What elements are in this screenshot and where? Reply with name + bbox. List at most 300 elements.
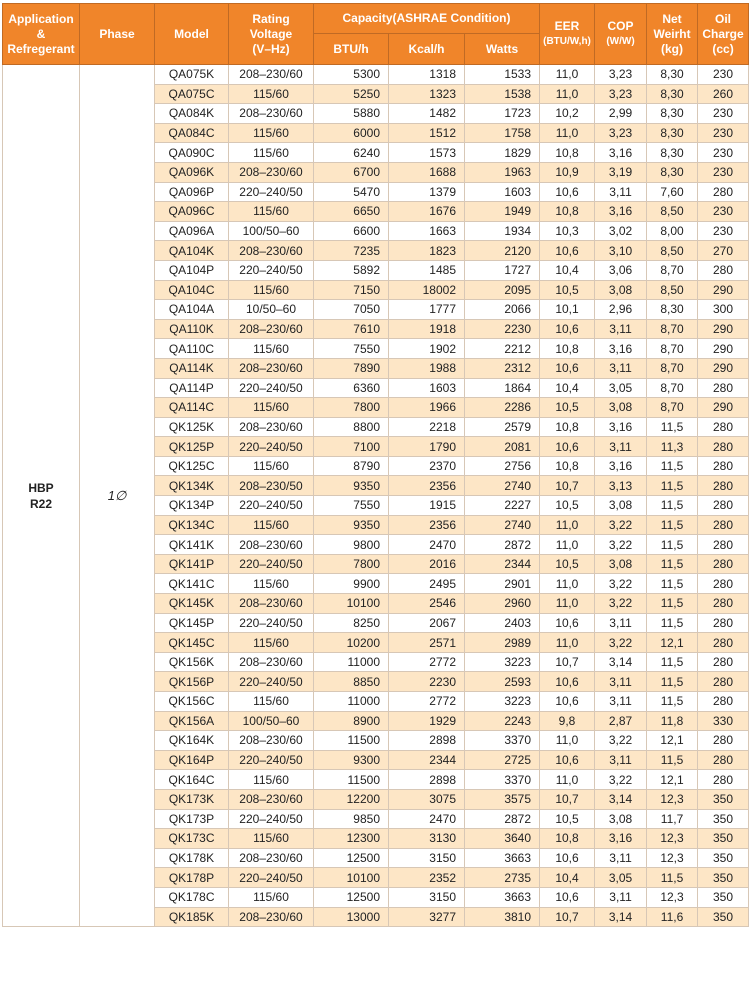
cell-eer: 10,8 [540, 143, 595, 163]
header-capacity: Capacity(ASHRAE Condition) [314, 4, 540, 34]
cell-eer: 10,5 [540, 554, 595, 574]
cell-eer: 10,6 [540, 182, 595, 202]
cell-cop: 2,99 [595, 104, 647, 124]
cell-cop: 3,10 [595, 241, 647, 261]
cell-oil-charge: 350 [698, 829, 749, 849]
cell-oil-charge: 280 [698, 692, 749, 712]
cell-rating-voltage: 208–230/60 [229, 319, 314, 339]
table-row [3, 65, 749, 85]
cell-eer: 11,0 [540, 535, 595, 555]
cell-cop: 3,08 [595, 398, 647, 418]
cell-watts: 2344 [465, 554, 540, 574]
cell-eer: 10,8 [540, 829, 595, 849]
cell-net-weight: 11,5 [647, 515, 698, 535]
cell-model: QK178C [155, 887, 229, 907]
cell-cop: 3,16 [595, 456, 647, 476]
cell-cop: 3,22 [595, 594, 647, 614]
cell-net-weight: 11,5 [647, 574, 698, 594]
cell-cop: 3,14 [595, 789, 647, 809]
cell-btu: 10100 [314, 594, 389, 614]
cell-kcal: 1663 [389, 221, 465, 241]
cell-btu: 10200 [314, 633, 389, 653]
cell-watts: 1723 [465, 104, 540, 124]
phase-cell: 1∅ [80, 65, 155, 927]
cell-kcal: 2344 [389, 750, 465, 770]
cell-cop: 3,16 [595, 339, 647, 359]
cell-eer: 10,2 [540, 104, 595, 124]
cell-oil-charge: 300 [698, 300, 749, 320]
cell-kcal: 18002 [389, 280, 465, 300]
cell-cop: 3,16 [595, 143, 647, 163]
cell-oil-charge: 280 [698, 437, 749, 457]
cell-eer: 10,6 [540, 692, 595, 712]
cell-btu: 6000 [314, 123, 389, 143]
cell-btu: 9800 [314, 535, 389, 555]
cell-kcal: 1482 [389, 104, 465, 124]
cell-btu: 8250 [314, 613, 389, 633]
cell-net-weight: 11,5 [647, 672, 698, 692]
cell-model: QA104K [155, 241, 229, 261]
cell-eer: 10,4 [540, 868, 595, 888]
cell-rating-voltage: 208–230/60 [229, 652, 314, 672]
cell-net-weight: 11,5 [647, 476, 698, 496]
cell-btu: 7800 [314, 554, 389, 574]
cell-kcal: 1688 [389, 162, 465, 182]
cell-rating-voltage: 115/60 [229, 515, 314, 535]
cell-oil-charge: 280 [698, 750, 749, 770]
cell-net-weight: 8,50 [647, 241, 698, 261]
cell-model: QA104P [155, 260, 229, 280]
cell-kcal: 1485 [389, 260, 465, 280]
cell-oil-charge: 280 [698, 574, 749, 594]
cell-watts: 3810 [465, 907, 540, 927]
cell-model: QA114K [155, 358, 229, 378]
cell-cop: 3,11 [595, 358, 647, 378]
cell-eer: 11,0 [540, 65, 595, 85]
cell-cop: 3,14 [595, 907, 647, 927]
cell-oil-charge: 280 [698, 535, 749, 555]
cell-cop: 3,22 [595, 535, 647, 555]
cell-watts: 2312 [465, 358, 540, 378]
cell-model: QK156P [155, 672, 229, 692]
cell-watts: 3663 [465, 887, 540, 907]
cell-eer: 10,7 [540, 476, 595, 496]
cell-eer: 10,5 [540, 809, 595, 829]
cell-watts: 1864 [465, 378, 540, 398]
cell-eer: 11,0 [540, 594, 595, 614]
cell-net-weight: 12,1 [647, 770, 698, 790]
cell-oil-charge: 350 [698, 848, 749, 868]
cell-kcal: 1676 [389, 202, 465, 222]
cell-kcal: 2230 [389, 672, 465, 692]
cell-eer: 10,8 [540, 202, 595, 222]
cell-cop: 3,22 [595, 574, 647, 594]
cell-eer: 10,9 [540, 162, 595, 182]
header-phase: Phase [80, 4, 155, 65]
cell-cop: 2,87 [595, 711, 647, 731]
cell-model: QK125C [155, 456, 229, 476]
cell-eer: 10,6 [540, 887, 595, 907]
cell-rating-voltage: 220–240/50 [229, 182, 314, 202]
cell-kcal: 2218 [389, 417, 465, 437]
cell-model: QA104C [155, 280, 229, 300]
cell-cop: 3,08 [595, 809, 647, 829]
cell-rating-voltage: 115/60 [229, 84, 314, 104]
cell-cop: 3,11 [595, 319, 647, 339]
cell-cop: 3,22 [595, 633, 647, 653]
cell-net-weight: 12,3 [647, 829, 698, 849]
cell-kcal: 2470 [389, 535, 465, 555]
cell-model: QA084K [155, 104, 229, 124]
cell-rating-voltage: 115/60 [229, 280, 314, 300]
cell-cop: 3,16 [595, 829, 647, 849]
cell-eer: 10,7 [540, 907, 595, 927]
cell-kcal: 2356 [389, 515, 465, 535]
cell-btu: 7235 [314, 241, 389, 261]
cell-oil-charge: 290 [698, 339, 749, 359]
cell-kcal: 1929 [389, 711, 465, 731]
cell-btu: 6360 [314, 378, 389, 398]
cell-eer: 11,0 [540, 84, 595, 104]
cell-oil-charge: 280 [698, 260, 749, 280]
cell-rating-voltage: 208–230/60 [229, 789, 314, 809]
cell-watts: 1727 [465, 260, 540, 280]
cell-oil-charge: 280 [698, 378, 749, 398]
cell-net-weight: 12,3 [647, 848, 698, 868]
cell-eer: 10,7 [540, 652, 595, 672]
cell-watts: 3370 [465, 770, 540, 790]
cell-oil-charge: 230 [698, 143, 749, 163]
cell-btu: 12300 [314, 829, 389, 849]
cell-watts: 3223 [465, 692, 540, 712]
cell-net-weight: 8,70 [647, 319, 698, 339]
cell-btu: 7150 [314, 280, 389, 300]
cell-rating-voltage: 220–240/50 [229, 378, 314, 398]
cell-model: QK164P [155, 750, 229, 770]
cell-btu: 7550 [314, 339, 389, 359]
cell-cop: 3,23 [595, 123, 647, 143]
cell-oil-charge: 280 [698, 652, 749, 672]
cell-watts: 1963 [465, 162, 540, 182]
cell-rating-voltage: 100/50–60 [229, 221, 314, 241]
cell-oil-charge: 280 [698, 496, 749, 516]
cell-rating-voltage: 115/60 [229, 398, 314, 418]
cell-btu: 9900 [314, 574, 389, 594]
cell-oil-charge: 280 [698, 417, 749, 437]
cell-kcal: 1915 [389, 496, 465, 516]
cell-eer: 11,0 [540, 123, 595, 143]
cell-cop: 3,11 [595, 848, 647, 868]
cell-btu: 11500 [314, 731, 389, 751]
cell-cop: 3,11 [595, 613, 647, 633]
cell-model: QK141P [155, 554, 229, 574]
header-application: Application & Refregerant [3, 4, 80, 65]
cell-rating-voltage: 115/60 [229, 339, 314, 359]
cell-rating-voltage: 220–240/50 [229, 750, 314, 770]
cell-model: QK185K [155, 907, 229, 927]
cell-kcal: 2772 [389, 692, 465, 712]
cell-eer: 9,8 [540, 711, 595, 731]
cell-net-weight: 11,5 [647, 456, 698, 476]
cell-watts: 2901 [465, 574, 540, 594]
cell-btu: 6650 [314, 202, 389, 222]
cell-oil-charge: 290 [698, 398, 749, 418]
cell-model: QK125P [155, 437, 229, 457]
cell-kcal: 1573 [389, 143, 465, 163]
cell-cop: 3,16 [595, 202, 647, 222]
cell-oil-charge: 350 [698, 887, 749, 907]
cell-oil-charge: 230 [698, 221, 749, 241]
cell-kcal: 2067 [389, 613, 465, 633]
cell-eer: 10,8 [540, 417, 595, 437]
cell-btu: 7550 [314, 496, 389, 516]
cell-eer: 10,6 [540, 848, 595, 868]
header-watts: Watts [465, 34, 540, 65]
cell-eer: 10,6 [540, 437, 595, 457]
cell-oil-charge: 280 [698, 182, 749, 202]
cell-eer: 11,0 [540, 731, 595, 751]
cell-kcal: 2546 [389, 594, 465, 614]
cell-net-weight: 12,1 [647, 633, 698, 653]
header-btu: BTU/h [314, 34, 389, 65]
cell-model: QA075C [155, 84, 229, 104]
cell-kcal: 1323 [389, 84, 465, 104]
cell-btu: 5892 [314, 260, 389, 280]
cell-btu: 9350 [314, 476, 389, 496]
cell-net-weight: 11,5 [647, 496, 698, 516]
cell-net-weight: 8,70 [647, 260, 698, 280]
cell-eer: 11,0 [540, 515, 595, 535]
cell-cop: 3,22 [595, 770, 647, 790]
cell-rating-voltage: 115/60 [229, 887, 314, 907]
cell-btu: 8900 [314, 711, 389, 731]
cell-oil-charge: 280 [698, 554, 749, 574]
cell-model: QA084C [155, 123, 229, 143]
cell-oil-charge: 280 [698, 594, 749, 614]
cell-btu: 12500 [314, 887, 389, 907]
cell-model: QK156A [155, 711, 229, 731]
cell-eer: 10,5 [540, 280, 595, 300]
cell-kcal: 1603 [389, 378, 465, 398]
cell-watts: 2286 [465, 398, 540, 418]
cell-watts: 3370 [465, 731, 540, 751]
cell-btu: 8790 [314, 456, 389, 476]
cell-eer: 10,4 [540, 260, 595, 280]
cell-model: QK164C [155, 770, 229, 790]
header-net-weight: Net Weirht (kg) [647, 4, 698, 65]
cell-oil-charge: 290 [698, 319, 749, 339]
cell-oil-charge: 330 [698, 711, 749, 731]
cell-btu: 7800 [314, 398, 389, 418]
cell-rating-voltage: 208–230/60 [229, 594, 314, 614]
cell-rating-voltage: 220–240/50 [229, 437, 314, 457]
cell-watts: 1949 [465, 202, 540, 222]
cell-net-weight: 8,70 [647, 398, 698, 418]
cell-kcal: 1902 [389, 339, 465, 359]
cell-cop: 3,16 [595, 417, 647, 437]
cell-model: QK173C [155, 829, 229, 849]
cell-btu: 11000 [314, 692, 389, 712]
cell-eer: 11,0 [540, 770, 595, 790]
cell-model: QA110K [155, 319, 229, 339]
cell-eer: 10,4 [540, 378, 595, 398]
cell-watts: 2740 [465, 476, 540, 496]
cell-btu: 6700 [314, 162, 389, 182]
cell-net-weight: 12,1 [647, 731, 698, 751]
cell-watts: 2403 [465, 613, 540, 633]
cell-oil-charge: 230 [698, 162, 749, 182]
cell-watts: 2735 [465, 868, 540, 888]
cell-net-weight: 8,30 [647, 162, 698, 182]
cell-cop: 3,14 [595, 652, 647, 672]
cell-watts: 1533 [465, 65, 540, 85]
cell-kcal: 1966 [389, 398, 465, 418]
cell-eer: 10,6 [540, 672, 595, 692]
cell-net-weight: 12,3 [647, 887, 698, 907]
header-eer: EER (BTU/W,h) [540, 4, 595, 65]
cell-net-weight: 11,6 [647, 907, 698, 927]
cell-watts: 3223 [465, 652, 540, 672]
cell-watts: 2095 [465, 280, 540, 300]
cell-oil-charge: 350 [698, 809, 749, 829]
cell-watts: 2756 [465, 456, 540, 476]
cell-cop: 3,11 [595, 750, 647, 770]
cell-net-weight: 8,70 [647, 378, 698, 398]
cell-rating-voltage: 115/60 [229, 829, 314, 849]
cell-cop: 3,11 [595, 182, 647, 202]
cell-net-weight: 11,5 [647, 692, 698, 712]
cell-cop: 3,11 [595, 692, 647, 712]
cell-cop: 3,08 [595, 496, 647, 516]
cell-btu: 13000 [314, 907, 389, 927]
cell-kcal: 1790 [389, 437, 465, 457]
cell-net-weight: 8,30 [647, 300, 698, 320]
cell-watts: 1603 [465, 182, 540, 202]
cell-model: QA096K [155, 162, 229, 182]
cell-oil-charge: 280 [698, 770, 749, 790]
cell-cop: 3,02 [595, 221, 647, 241]
cell-net-weight: 11,5 [647, 554, 698, 574]
cell-watts: 2872 [465, 809, 540, 829]
cell-btu: 9850 [314, 809, 389, 829]
cell-oil-charge: 280 [698, 672, 749, 692]
cell-eer: 10,5 [540, 398, 595, 418]
cell-eer: 11,0 [540, 574, 595, 594]
cell-model: QK134C [155, 515, 229, 535]
cell-cop: 3,13 [595, 476, 647, 496]
cell-watts: 1758 [465, 123, 540, 143]
cell-watts: 2960 [465, 594, 540, 614]
cell-kcal: 2356 [389, 476, 465, 496]
cell-watts: 3640 [465, 829, 540, 849]
cell-kcal: 2016 [389, 554, 465, 574]
cell-watts: 2081 [465, 437, 540, 457]
cell-watts: 2872 [465, 535, 540, 555]
cell-net-weight: 7,60 [647, 182, 698, 202]
cell-watts: 1538 [465, 84, 540, 104]
cell-cop: 3,22 [595, 731, 647, 751]
application-refrigerant-cell: HBP R22 [3, 65, 80, 927]
cell-kcal: 3130 [389, 829, 465, 849]
cell-rating-voltage: 208–230/60 [229, 241, 314, 261]
cell-rating-voltage: 208–230/60 [229, 907, 314, 927]
cell-net-weight: 11,5 [647, 652, 698, 672]
cell-cop: 3,05 [595, 378, 647, 398]
cell-model: QA114P [155, 378, 229, 398]
cell-rating-voltage: 220–240/50 [229, 809, 314, 829]
cell-cop: 3,23 [595, 84, 647, 104]
cell-btu: 9300 [314, 750, 389, 770]
cell-eer: 10,3 [540, 221, 595, 241]
cell-cop: 3,11 [595, 672, 647, 692]
cell-rating-voltage: 220–240/50 [229, 613, 314, 633]
cell-cop: 3,06 [595, 260, 647, 280]
cell-net-weight: 11,5 [647, 613, 698, 633]
cell-eer: 10,5 [540, 496, 595, 516]
cell-net-weight: 8,30 [647, 84, 698, 104]
cell-btu: 7610 [314, 319, 389, 339]
cell-btu: 11500 [314, 770, 389, 790]
cell-model: QK173P [155, 809, 229, 829]
cell-oil-charge: 230 [698, 123, 749, 143]
cell-cop: 3,22 [595, 515, 647, 535]
cell-cop: 3,05 [595, 868, 647, 888]
cell-net-weight: 8,30 [647, 104, 698, 124]
cell-watts: 2989 [465, 633, 540, 653]
cell-btu: 5470 [314, 182, 389, 202]
cell-kcal: 3150 [389, 848, 465, 868]
cell-rating-voltage: 115/60 [229, 692, 314, 712]
cell-model: QA075K [155, 65, 229, 85]
cell-model: QK156C [155, 692, 229, 712]
table-header [3, 4, 749, 65]
cell-eer: 10,8 [540, 456, 595, 476]
cell-model: QK164K [155, 731, 229, 751]
cell-model: QK134P [155, 496, 229, 516]
cell-net-weight: 8,30 [647, 123, 698, 143]
cell-watts: 2243 [465, 711, 540, 731]
cell-rating-voltage: 100/50–60 [229, 711, 314, 731]
cell-rating-voltage: 10/50–60 [229, 300, 314, 320]
cell-kcal: 3150 [389, 887, 465, 907]
cell-watts: 2066 [465, 300, 540, 320]
cell-oil-charge: 230 [698, 65, 749, 85]
cell-watts: 2227 [465, 496, 540, 516]
cell-watts: 2230 [465, 319, 540, 339]
cell-model: QK145K [155, 594, 229, 614]
cell-rating-voltage: 208–230/60 [229, 535, 314, 555]
cell-net-weight: 8,50 [647, 202, 698, 222]
cell-model: QK178P [155, 868, 229, 888]
cell-net-weight: 8,30 [647, 65, 698, 85]
cell-kcal: 1318 [389, 65, 465, 85]
cell-rating-voltage: 115/60 [229, 202, 314, 222]
cell-model: QK145C [155, 633, 229, 653]
cell-rating-voltage: 115/60 [229, 770, 314, 790]
cell-kcal: 3075 [389, 789, 465, 809]
cell-oil-charge: 270 [698, 241, 749, 261]
cell-kcal: 2898 [389, 731, 465, 751]
cell-rating-voltage: 115/60 [229, 143, 314, 163]
cell-watts: 2593 [465, 672, 540, 692]
cell-btu: 10100 [314, 868, 389, 888]
cell-watts: 1934 [465, 221, 540, 241]
cell-cop: 3,19 [595, 162, 647, 182]
cell-model: QK178K [155, 848, 229, 868]
cell-model: QA090C [155, 143, 229, 163]
header-oil-charge: Oil Charge (cc) [698, 4, 749, 65]
cell-cop: 3,11 [595, 437, 647, 457]
